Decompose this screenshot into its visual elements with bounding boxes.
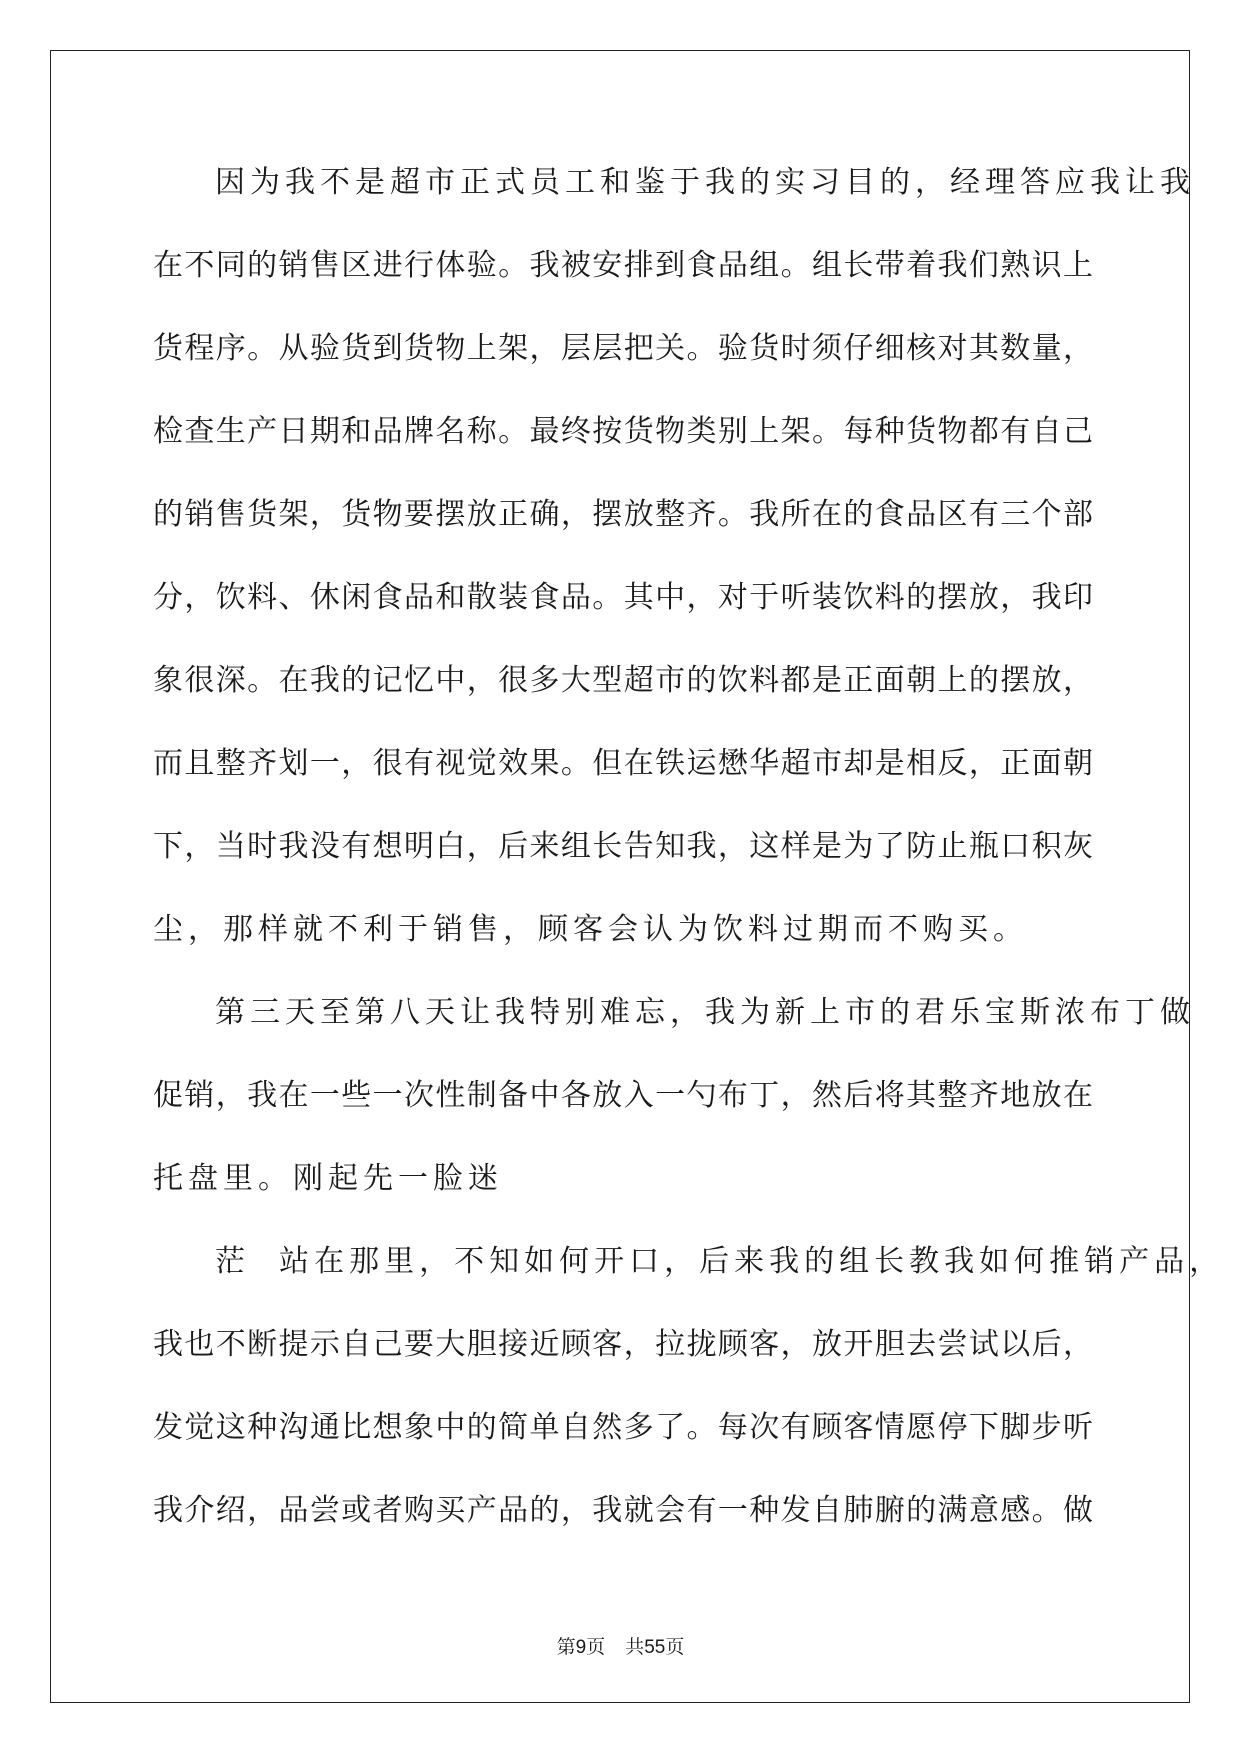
paragraph-line: 发觉这种沟通比想象中的简单自然多了。每次有顾客情愿停下脚步听 <box>153 1410 1093 1445</box>
total-pages: 55 <box>644 1637 666 1658</box>
paragraph-line: 促销，我在一些一次性制备中各放入一勺布丁，然后将其整齐地放在 <box>153 1078 1093 1113</box>
document-body <box>153 164 1225 1575</box>
paragraph-line: 货程序。从验货到货物上架，层层把关。验货时须仔细核对其数量， <box>153 331 1093 366</box>
total-label-prefix: 共 <box>625 1636 645 1658</box>
page-label-prefix: 第 <box>556 1636 576 1658</box>
paragraph-line: 下，当时我没有想明白，后来组长告知我，这样是为了防止瓶口积灰 <box>153 829 1093 864</box>
page-footer <box>0 1632 1241 1659</box>
paragraph-line: 象很深。在我的记忆中，很多大型超市的饮料都是正面朝上的摆放， <box>153 663 1093 698</box>
paragraph-line: 我介绍，品尝或者购买产品的，我就会有一种发自肺腑的满意感。做 <box>153 1493 1093 1528</box>
paragraph-line: 因为我不是超市正式员工和鉴于我的实习目的，经理答应我让我 <box>215 165 1195 200</box>
paragraph-line: 在不同的销售区进行体验。我被安排到食品组。组长带着我们熟识上 <box>153 248 1093 283</box>
total-label-suffix: 页 <box>665 1636 685 1658</box>
page-label-suffix: 页 <box>586 1636 606 1658</box>
paragraph-line: 托盘里。刚起先一脸迷 <box>153 1161 503 1196</box>
paragraph-line: 的销售货架，货物要摆放正确，摆放整齐。我所在的食品区有三个部 <box>153 497 1093 532</box>
paragraph-line: 尘，那样就不利于销售，顾客会认为饮料过期而不购买。 <box>153 912 1028 947</box>
paragraph-line: 茫 站在那里，不知如何开口，后来我的组长教我如何推销产品， <box>215 1244 1225 1279</box>
paragraph-line: 分，饮料、休闲食品和散装食品。其中，对于听装饮料的摆放，我印 <box>153 580 1093 615</box>
paragraph-line: 第三天至第八天让我特别难忘，我为新上市的君乐宝斯浓布丁做 <box>215 995 1195 1030</box>
paragraph-line: 我也不断提示自己要大胆接近顾客，拉拢顾客，放开胆去尝试以后， <box>153 1327 1093 1362</box>
page-number: 9 <box>575 1637 587 1658</box>
paragraph-line: 检查生产日期和品牌名称。最终按货物类别上架。每种货物都有自己 <box>153 414 1093 449</box>
paragraph-line: 而且整齐划一，很有视觉效果。但在铁运懋华超市却是相反，正面朝 <box>153 746 1093 781</box>
